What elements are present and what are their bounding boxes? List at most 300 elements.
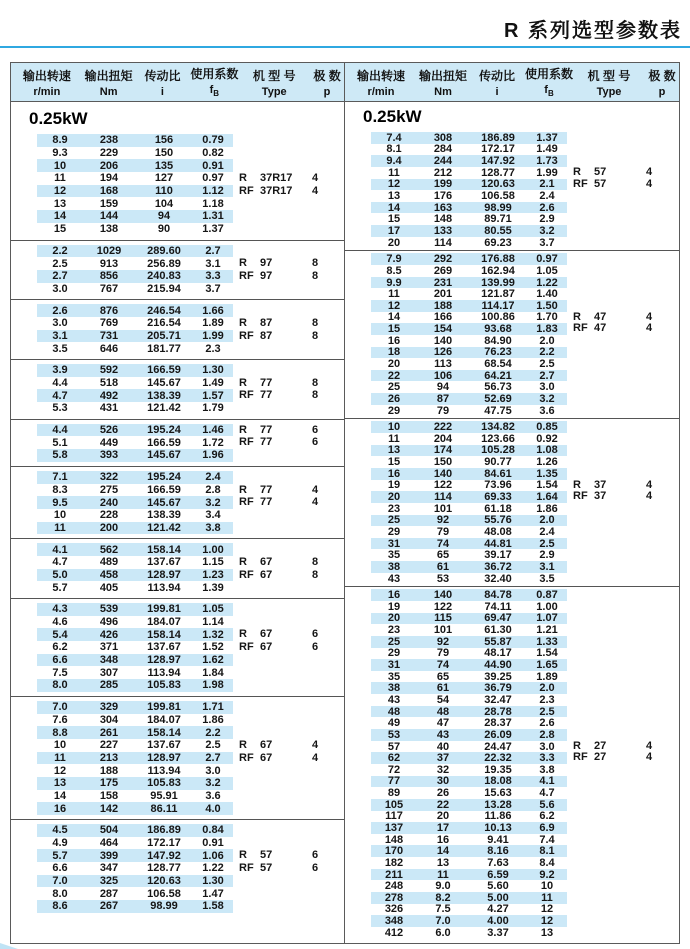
gear-type-row xyxy=(11,377,344,390)
factor-cell: 1.65 xyxy=(527,659,567,671)
factor-cell: 2.4 xyxy=(539,525,555,538)
ratio-cell: 184.07 xyxy=(147,616,181,629)
table-row xyxy=(11,777,344,790)
factor-cell: 1.32 xyxy=(193,628,233,641)
ratio-cell: 110 xyxy=(135,185,193,198)
ratio-cell: 11.86 xyxy=(484,810,512,823)
row-gutter xyxy=(11,197,37,210)
header-ratio: 传动比 i xyxy=(144,68,181,98)
torque-cell: 200 xyxy=(83,522,135,535)
gear-type-prefix: R xyxy=(573,478,581,491)
table-row xyxy=(345,358,679,370)
table-row xyxy=(11,223,344,236)
table-row xyxy=(11,283,344,296)
row-gutter xyxy=(345,834,371,846)
table-row xyxy=(345,277,679,289)
row-gutter xyxy=(345,335,371,347)
ratio-cell: 123.66 xyxy=(481,432,515,445)
ratio-cell: 32.40 xyxy=(484,572,512,585)
ratio-cell: 128.97 xyxy=(135,752,193,765)
gear-type-label xyxy=(239,849,272,862)
table-section xyxy=(345,586,679,940)
table-row xyxy=(345,213,679,225)
poles-count: 8 xyxy=(311,568,319,581)
torque-cell: 65 xyxy=(436,670,450,683)
row-gutter xyxy=(11,887,37,900)
table-row xyxy=(11,304,344,317)
table-section xyxy=(11,299,344,359)
table-row xyxy=(345,347,679,359)
table-row xyxy=(345,300,679,312)
torque-cell: 204 xyxy=(433,432,453,445)
speed-cell: 13 xyxy=(37,777,83,790)
speed-cell: 20 xyxy=(387,358,401,370)
speed-cell: 25 xyxy=(371,515,417,527)
table-row xyxy=(11,726,344,739)
torque-cell: 79 xyxy=(436,404,450,417)
factor-cell: 8.4 xyxy=(539,856,555,869)
factor-cell: 1.84 xyxy=(202,666,224,679)
speed-cell: 15 xyxy=(53,223,67,236)
header-type: 机 型 号 Type xyxy=(252,68,296,98)
table-row xyxy=(11,159,344,172)
row-gutter xyxy=(345,682,371,694)
speed-cell: 23 xyxy=(387,624,401,637)
gear-type-prefix: RF xyxy=(239,389,254,402)
ratio-cell: 7.63 xyxy=(487,856,509,869)
torque-cell: 168 xyxy=(83,185,135,198)
gear-type-row xyxy=(11,484,344,497)
torque-cell: 26 xyxy=(436,787,450,800)
speed-cell: 3.5 xyxy=(52,342,68,355)
header-poles: 极 数 p xyxy=(313,68,341,98)
table-row xyxy=(345,764,679,776)
ratio-cell: 256.89 xyxy=(147,257,181,270)
torque-cell: 106 xyxy=(417,370,469,382)
speed-cell: 89 xyxy=(387,787,401,800)
ratio-cell: 145.67 xyxy=(135,449,193,462)
torque-cell: 7.0 xyxy=(417,915,469,927)
ratio-cell: 120.63 xyxy=(469,179,527,191)
ratio-cell: 186.89 xyxy=(135,824,193,837)
header-service-factor: 使用系数 $f_B$ xyxy=(190,67,239,99)
table-row xyxy=(11,581,344,594)
factor-cell: 13 xyxy=(540,926,554,939)
gear-type-model: 37 xyxy=(594,478,607,491)
poles-count: 4 xyxy=(645,310,653,323)
gear-type-row xyxy=(11,862,344,875)
table-row xyxy=(11,837,344,850)
ratio-cell: 9.41 xyxy=(487,833,509,846)
row-gutter xyxy=(345,538,371,550)
speed-cell: 25 xyxy=(371,636,417,648)
speed-cell: 14 xyxy=(387,311,401,324)
torque-cell: 65 xyxy=(436,549,450,562)
speed-cell: 20 xyxy=(371,613,417,625)
factor-cell: 2.9 xyxy=(539,549,555,562)
ratio-cell: 158.14 xyxy=(135,726,193,739)
gear-type-row xyxy=(11,270,344,283)
speed-cell: 12 xyxy=(371,179,417,191)
torque-cell: 14 xyxy=(417,845,469,857)
ratio-cell: 145.67 xyxy=(147,377,181,390)
gear-type-model: 77 xyxy=(260,483,273,496)
table-section xyxy=(11,466,344,538)
torque-cell: 329 xyxy=(83,701,135,714)
gear-type-model: 57 xyxy=(594,177,607,190)
table-section xyxy=(11,819,344,917)
speed-cell: 7.5 xyxy=(52,666,68,679)
header-output-torque: 输出扭矩 Nm xyxy=(418,68,467,98)
speed-cell: 3.9 xyxy=(37,364,83,377)
header-output-torque: 输出扭矩 Nm xyxy=(84,68,133,98)
factor-cell: 12 xyxy=(527,915,567,927)
factor-cell: 2.0 xyxy=(539,334,555,347)
torque-cell: 188 xyxy=(99,764,119,777)
table-row xyxy=(345,335,679,347)
gear-type-label xyxy=(239,862,272,875)
row-gutter xyxy=(345,706,371,718)
gear-type-prefix: RF xyxy=(239,436,254,449)
torque-cell: 767 xyxy=(99,282,119,295)
factor-cell: 3.8 xyxy=(193,522,233,535)
gear-type-prefix: R xyxy=(239,738,247,751)
factor-cell: 1.18 xyxy=(202,197,224,210)
row-gutter xyxy=(11,159,37,172)
row-gutter xyxy=(11,666,37,679)
torque-cell: 114 xyxy=(417,491,469,503)
factor-cell: 1.99 xyxy=(536,166,558,179)
gear-type-model: 47 xyxy=(594,322,607,335)
factor-cell: 2.0 xyxy=(527,682,567,694)
table-row xyxy=(11,522,344,535)
factor-cell: 2.4 xyxy=(193,471,233,484)
ratio-cell: 128.97 xyxy=(135,654,193,667)
speed-cell: 11 xyxy=(388,288,400,301)
row-gutter xyxy=(11,223,37,236)
speed-cell: 38 xyxy=(371,682,417,694)
speed-cell: 6.2 xyxy=(52,641,68,654)
speed-cell: 3.0 xyxy=(52,282,68,295)
factor-cell: 2.7 xyxy=(527,370,567,382)
table-row xyxy=(345,636,679,648)
gear-type-model: 67 xyxy=(260,641,273,654)
gear-type-row xyxy=(11,739,344,752)
factor-cell: 1.22 xyxy=(527,277,567,289)
torque-cell: 504 xyxy=(83,824,135,837)
factor-cell: 1.40 xyxy=(536,288,558,301)
gear-type-row xyxy=(11,569,344,582)
torque-cell: 646 xyxy=(99,342,119,355)
speed-cell: 105 xyxy=(371,799,417,811)
torque-cell: 405 xyxy=(99,581,119,594)
speed-cell: 77 xyxy=(371,776,417,788)
ratio-cell: 120.63 xyxy=(135,875,193,888)
gear-type-row xyxy=(11,628,344,641)
poles-count: 4 xyxy=(311,184,319,197)
table-row xyxy=(11,790,344,803)
speed-cell: 19 xyxy=(387,479,401,492)
torque-cell: 201 xyxy=(433,288,453,301)
table-section xyxy=(11,538,344,598)
factor-cell: 2.2 xyxy=(193,726,233,739)
speed-cell: 35 xyxy=(387,549,401,562)
ratio-cell: 134.82 xyxy=(469,421,527,433)
table-row xyxy=(11,764,344,777)
gear-type-label xyxy=(573,752,606,764)
speed-cell: 5.1 xyxy=(52,436,68,449)
table-header xyxy=(345,63,679,102)
gear-type-prefix: RF xyxy=(239,751,254,764)
torque-cell: 244 xyxy=(417,155,469,167)
table-section xyxy=(345,250,679,418)
ratio-cell: 28.37 xyxy=(484,717,512,730)
torque-cell: 348 xyxy=(83,654,135,667)
table-row xyxy=(345,526,679,538)
gear-type-row xyxy=(11,436,344,449)
torque-cell: 426 xyxy=(83,628,135,641)
factor-cell: 2.5 xyxy=(527,538,567,550)
row-gutter xyxy=(11,471,37,484)
table-row xyxy=(345,694,679,706)
torque-cell: 464 xyxy=(99,837,119,850)
torque-cell: 61 xyxy=(417,561,469,573)
torque-cell: 287 xyxy=(99,887,119,900)
torque-cell: 489 xyxy=(99,556,119,569)
torque-cell: 6.0 xyxy=(435,926,451,939)
poles-count: 8 xyxy=(311,257,319,270)
ratio-cell: 121.87 xyxy=(481,288,515,301)
table-row xyxy=(11,679,344,692)
factor-cell: 3.7 xyxy=(205,282,221,295)
speed-cell: 14 xyxy=(37,210,83,223)
gear-type-prefix: R xyxy=(239,628,247,641)
speed-cell: 6.6 xyxy=(37,654,83,667)
torque-cell: 449 xyxy=(99,436,119,449)
row-gutter xyxy=(11,701,37,714)
table-row xyxy=(345,648,679,660)
ratio-cell: 98.99 xyxy=(135,900,193,913)
row-gutter xyxy=(345,225,371,237)
speed-cell: 2.6 xyxy=(37,304,83,317)
table-row xyxy=(345,288,679,300)
ratio-cell: 10.13 xyxy=(469,822,527,834)
table-row xyxy=(345,589,679,601)
ratio-cell: 69.33 xyxy=(469,491,527,503)
factor-cell: 3.8 xyxy=(539,763,555,776)
factor-cell: 1.31 xyxy=(193,210,233,223)
gear-type-row xyxy=(11,172,344,185)
speed-cell: 2.2 xyxy=(37,245,83,258)
torque-cell: 518 xyxy=(99,377,119,390)
table-row xyxy=(345,834,679,846)
ratio-cell: 104 xyxy=(154,197,174,210)
ratio-cell: 106.58 xyxy=(481,190,515,203)
gear-type-prefix: RF xyxy=(239,641,254,654)
gear-type-label xyxy=(239,556,272,569)
speed-cell: 3.0 xyxy=(52,317,68,330)
row-gutter xyxy=(11,210,37,223)
row-gutter xyxy=(11,402,37,415)
row-gutter xyxy=(345,456,371,468)
factor-cell: 1.37 xyxy=(527,132,567,144)
factor-cell: 1.52 xyxy=(202,641,224,654)
table-row xyxy=(11,509,344,522)
gear-type-label xyxy=(239,496,272,509)
table-section xyxy=(11,419,344,466)
row-gutter xyxy=(345,300,371,312)
row-gutter xyxy=(345,381,371,393)
factor-cell: 3.0 xyxy=(539,381,555,394)
gear-type-row xyxy=(11,752,344,765)
row-gutter xyxy=(345,787,371,799)
ratio-cell: 4.00 xyxy=(469,915,527,927)
speed-cell: 31 xyxy=(371,538,417,550)
ratio-cell: 98.99 xyxy=(469,202,527,214)
table-row xyxy=(11,603,344,616)
factor-cell: 3.7 xyxy=(539,236,555,249)
factor-cell: 11 xyxy=(527,892,567,904)
ratio-cell: 105.28 xyxy=(469,445,527,457)
gear-type-model: 77 xyxy=(260,496,273,509)
gear-type-row xyxy=(11,849,344,862)
torque-cell: 876 xyxy=(83,304,135,317)
row-gutter xyxy=(345,503,371,515)
factor-cell: 1.89 xyxy=(202,317,224,330)
gear-type-prefix: RF xyxy=(573,751,588,764)
gear-type-model: 77 xyxy=(260,423,273,436)
ratio-cell: 137.67 xyxy=(147,641,181,654)
gear-type-model: 57 xyxy=(594,165,607,178)
gear-type-prefix: R xyxy=(239,849,247,862)
torque-cell: 140 xyxy=(417,468,469,480)
speed-cell: 4.6 xyxy=(52,616,68,629)
torque-cell: 48 xyxy=(417,706,469,718)
ratio-cell: 166.59 xyxy=(135,364,193,377)
torque-cell: 267 xyxy=(83,900,135,913)
gear-type-model: 27 xyxy=(594,739,607,752)
poles-count: 8 xyxy=(311,555,319,568)
gear-type-row xyxy=(345,312,679,324)
row-gutter xyxy=(345,857,371,869)
row-gutter xyxy=(345,549,371,561)
gear-type-label xyxy=(239,330,272,343)
table-row xyxy=(345,132,679,144)
table-row xyxy=(345,799,679,811)
torque-cell: 231 xyxy=(417,277,469,289)
gear-type-model: 97 xyxy=(260,257,273,270)
table-row xyxy=(345,845,679,857)
torque-cell: 30 xyxy=(417,776,469,788)
speed-cell: 13 xyxy=(387,190,401,203)
table-row xyxy=(345,393,679,405)
row-gutter xyxy=(345,845,371,857)
speed-cell: 9.9 xyxy=(371,277,417,289)
table-row xyxy=(345,927,679,939)
gear-type-label xyxy=(239,752,272,765)
row-gutter xyxy=(345,915,371,927)
table-row xyxy=(345,237,679,249)
poles-count: 6 xyxy=(311,628,319,641)
row-gutter xyxy=(11,581,37,594)
factor-cell: 1.62 xyxy=(193,654,233,667)
speed-cell: 137 xyxy=(371,822,417,834)
ratio-cell: 84.61 xyxy=(469,468,527,480)
torque-cell: 304 xyxy=(99,713,119,726)
ratio-cell: 15.63 xyxy=(484,787,512,800)
row-gutter xyxy=(345,515,371,527)
ratio-cell: 56.73 xyxy=(484,381,512,394)
title-underline-rule xyxy=(0,46,690,48)
row-gutter xyxy=(11,824,37,837)
gear-type-label xyxy=(239,424,272,437)
speed-cell: 49 xyxy=(387,717,401,730)
torque-cell: 592 xyxy=(83,364,135,377)
table-row xyxy=(345,671,679,683)
gear-type-model: 87 xyxy=(260,329,273,342)
row-gutter xyxy=(345,892,371,904)
torque-cell: 74 xyxy=(417,538,469,550)
table-row xyxy=(345,549,679,561)
factor-cell: 1.30 xyxy=(193,875,233,888)
ratio-cell: 145.67 xyxy=(135,496,193,509)
speed-cell: 57 xyxy=(387,740,401,753)
speed-cell: 4.5 xyxy=(37,824,83,837)
factor-cell: 3.2 xyxy=(193,496,233,509)
ratio-cell: 181.77 xyxy=(147,342,181,355)
table-row xyxy=(345,915,679,927)
gear-type-label xyxy=(239,270,272,283)
row-gutter xyxy=(345,277,371,289)
factor-cell: 3.2 xyxy=(527,225,567,237)
table-row xyxy=(345,729,679,741)
torque-cell: 140 xyxy=(433,334,453,347)
ratio-cell: 26.09 xyxy=(469,729,527,741)
torque-cell: 92 xyxy=(417,515,469,527)
speed-cell: 348 xyxy=(371,915,417,927)
table-row xyxy=(11,364,344,377)
row-gutter xyxy=(345,776,371,788)
factor-cell: 3.0 xyxy=(539,740,555,753)
speed-cell: 248 xyxy=(384,880,404,893)
ratio-cell: 195.24 xyxy=(135,471,193,484)
table-body-left xyxy=(11,102,344,943)
torque-cell: 222 xyxy=(417,421,469,433)
speed-cell: 38 xyxy=(371,561,417,573)
factor-cell: 1.05 xyxy=(193,603,233,616)
row-gutter xyxy=(11,764,37,777)
factor-cell: 1.50 xyxy=(527,300,567,312)
gear-type-label xyxy=(239,569,272,582)
table-row xyxy=(11,147,344,160)
table-row xyxy=(345,225,679,237)
row-gutter xyxy=(345,589,371,601)
speed-cell: 22 xyxy=(371,370,417,382)
factor-cell: 1.26 xyxy=(536,456,558,469)
speed-cell: 11 xyxy=(388,432,400,445)
header-ratio: 传动比 i xyxy=(478,68,515,98)
table-row xyxy=(345,869,679,881)
row-gutter xyxy=(345,799,371,811)
factor-cell: 2.5 xyxy=(205,739,221,752)
speed-cell: 43 xyxy=(387,693,401,706)
speed-cell: 29 xyxy=(387,647,401,660)
speed-cell: 4.3 xyxy=(37,603,83,616)
poles-count: 6 xyxy=(311,423,319,436)
factor-cell: 1.06 xyxy=(193,849,233,862)
torque-cell: 11 xyxy=(417,869,469,881)
factor-cell: 1.14 xyxy=(202,616,224,629)
